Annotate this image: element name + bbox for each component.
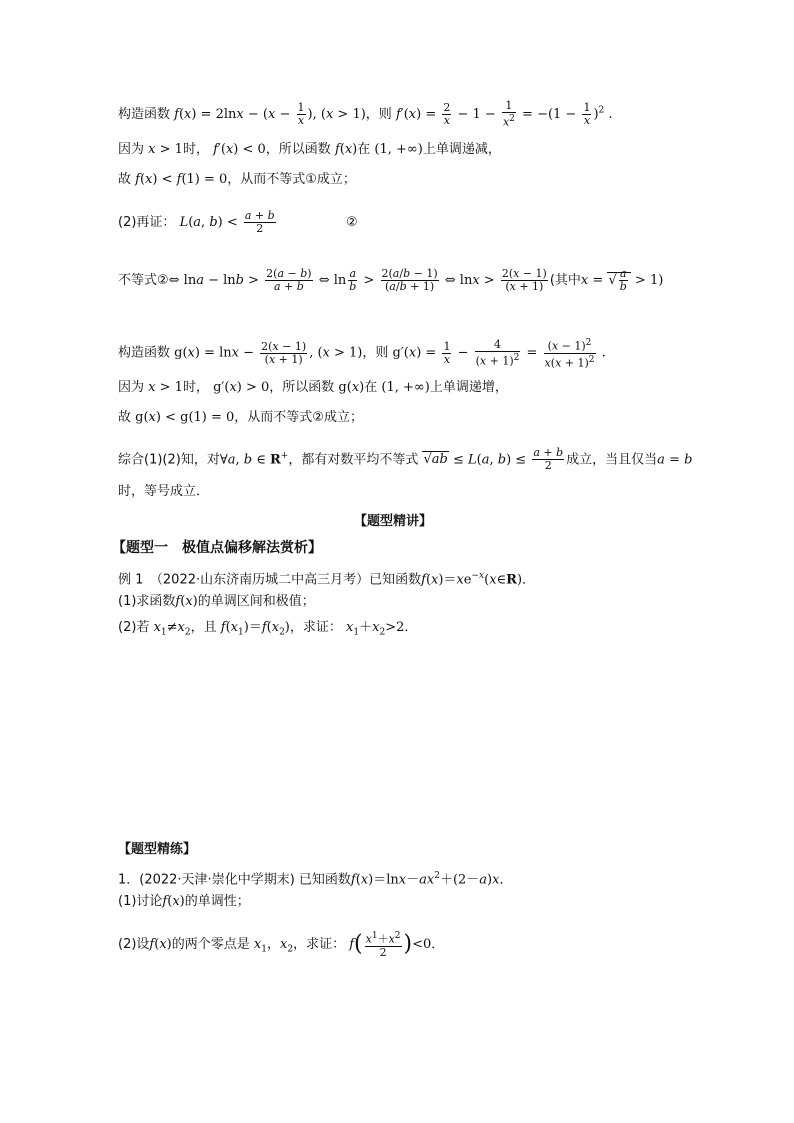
- example-1: 例 1 （2022·山东济南历城二中高三月考）已知函数$f(x)=xe^{-x}(x\in R)$．: [118, 571, 536, 588]
- line-ineq2: 故 g(x) < g(1) = 0，从而不等式②成立；: [118, 410, 363, 425]
- example-1-q1: (1)求函数f(x)的单调区间和极值；: [118, 594, 315, 609]
- line-construct-g: 构造函数 g(x) = lnx − $\frac{2(x - 1)}{(x + 1)}$ , (x > 1)，则 g′(x) = $\frac{1}{x}$ − $\frac{4}{(x + 1)^2}$ = $\frac{(x - 1)^2}{x(x + 1)^2}$ .: [118, 337, 606, 370]
- example-1-q2: (2)若 $x_1\ne x_2$，且 $f(x_1)=f(x_2)$，求证： $x_1+x_2>2$．: [118, 620, 418, 638]
- section-title-1: 【题型一 极值点偏移解法赏析】: [112, 540, 322, 556]
- practice-1: 1．(2022·天津·崇化中学期末) 已知函数$f(x)=\ln x-ax^2+(2-a)x$．: [118, 871, 513, 888]
- line-equality: 时，等号成立．: [118, 484, 210, 499]
- section-jingjiang: 【题型精讲】: [354, 514, 433, 529]
- section-jinglian: 【题型精练】: [118, 842, 197, 857]
- line-increasing: 因为 x > 1时， g′(x) > 0，所以函数 g(x)在 (1, +∞)上单调递增，: [118, 380, 508, 395]
- practice-1-q1: (1)讨论f(x)的单调性；: [118, 894, 250, 909]
- line-equivalence: 不等式②⇔ lna − lnb > $\frac{2(a - b)}{a + b}$ ⇔ ln $\frac{a}{b}$ > $\frac{2(a/b - 1)}{(a/b + 1)}$ ⇔ lnx > $\frac{2(x - 1)}{(x + 1)}$ (其中x = √ $\frac{a}{b}$ > 1): [118, 267, 664, 293]
- line-prove2: (2)再证： L(a, b) < $\frac{a + b}{2}$ ②: [118, 209, 358, 235]
- line-decreasing: 因为 x > 1时， f′(x) < 0，所以函数 f(x)在 (1, +∞)上单调递减，: [118, 142, 501, 157]
- line-conclusion: 综合(1)(2)知，对∀a, b ∈ R+，都有对数平均不等式 √ab ≤ L(a, b) ≤ $\frac{a + b}{2}$ 成立，当且仅当a = b: [118, 446, 693, 473]
- practice-1-q2: (2)设f(x)的两个零点是 $x_1$，$x_2$，求证： f( $\frac{x^1+x^2}{2}$ )<0．: [118, 931, 445, 959]
- line-construct-f: 构造函数 f(x) = 2lnx − (x − $\frac{1}{x}$ ), (x > 1)，则 f′(x) = $\frac{2}{x}$ − 1 − $\frac{1}{x^2}$ = −(1 − $\frac{1}{x}$ )$^2$ .: [118, 99, 613, 129]
- line-ineq1: 故 f(x) < f(1) = 0，从而不等式①成立；: [118, 172, 356, 187]
